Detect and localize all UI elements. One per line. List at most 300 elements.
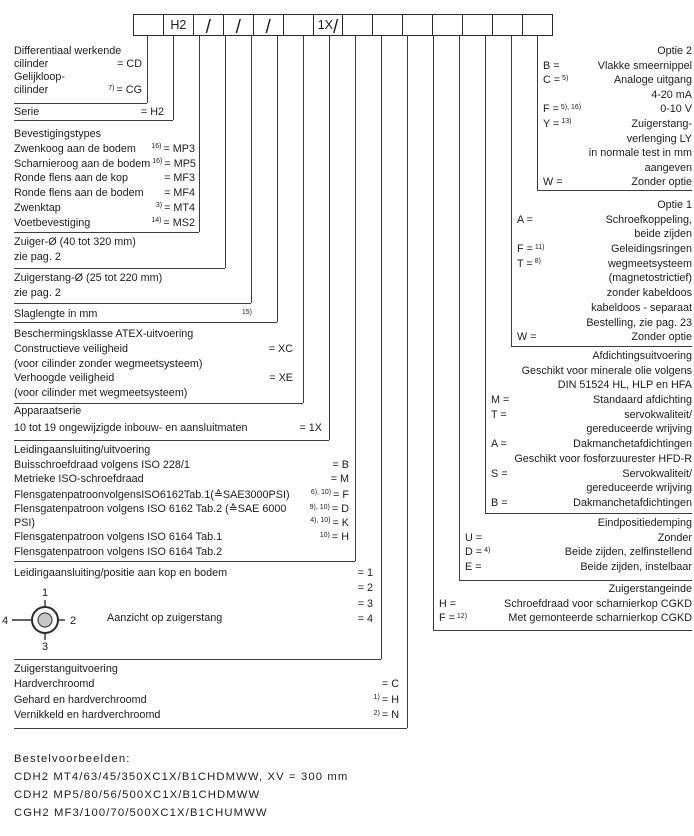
connector-line	[173, 36, 174, 120]
section-row	[14, 343, 293, 358]
section-zuiger-diameter	[14, 236, 214, 265]
row-code: F =	[517, 243, 533, 256]
section-row	[517, 302, 692, 317]
row-label: Gelijkloop-	[14, 71, 66, 83]
section-row	[543, 176, 692, 191]
section-row	[465, 561, 692, 576]
row-code-group	[117, 58, 142, 70]
code-box	[493, 15, 523, 35]
section-rule	[511, 346, 692, 347]
row-code-group	[299, 422, 322, 434]
row-code: = N	[381, 709, 399, 722]
row-label: servokwaliteit/	[624, 408, 692, 421]
row-code: = MT4	[164, 201, 195, 214]
row-code-group	[331, 473, 349, 485]
row-label: Flensgatenpatroon volgens ISO 6164 Tab.2	[14, 545, 223, 558]
section-row	[491, 394, 692, 409]
section-optie-1	[517, 199, 692, 346]
row-label: Schroefdraad voor scharnierkop CGKD	[504, 597, 692, 610]
section-rule	[14, 561, 355, 562]
row-label: Zwenkoog aan de bodem	[14, 142, 136, 155]
section-row	[517, 243, 692, 258]
section-row	[517, 317, 692, 332]
section-zuigerstang-diameter	[14, 272, 234, 301]
row-label: Zuigerstanguitvoering	[14, 663, 118, 675]
slash-separator: /	[333, 17, 339, 38]
connector-line	[433, 36, 434, 630]
section-rule	[14, 659, 381, 660]
row-label: Dakmanchetafdichtingen	[573, 496, 692, 509]
row-code-group	[240, 308, 254, 319]
port-label-right: 2	[70, 615, 77, 627]
row-label: Vernikkeld en hardverchroomd	[14, 709, 161, 722]
row-code: B =	[543, 59, 560, 72]
row-label: Dakmanchetafdichtingen	[573, 438, 692, 451]
row-code: A =	[491, 438, 507, 451]
code-box-value: 1X	[317, 18, 333, 32]
row-label: Hardverchroomd	[14, 678, 95, 691]
row-code: U =	[465, 531, 483, 544]
code-box	[224, 15, 254, 38]
section-row	[14, 272, 234, 287]
section-row	[543, 118, 692, 133]
connector-line	[511, 36, 512, 346]
section-row	[465, 532, 692, 547]
row-label: kabeldoos - separaat	[591, 301, 692, 314]
row-label: PSI)	[14, 516, 35, 529]
row-code-group	[358, 582, 373, 594]
connector-line	[485, 36, 486, 513]
row-code-group	[318, 531, 349, 543]
row-code: = MP3	[163, 142, 195, 155]
row-label: zonder kabeldoos	[606, 287, 692, 300]
row-label: Servokwaliteit/	[622, 467, 692, 480]
row-footnote: 8)	[534, 258, 541, 266]
section-rule	[14, 728, 407, 729]
section-leidingaansluiting-uitvoering	[14, 444, 349, 560]
row-footnote: 4), 10)	[310, 517, 331, 524]
row-label: in normale test in mm	[588, 147, 692, 160]
row-label: DIN 51524 HL, HLP en HFA	[557, 379, 692, 392]
port-label-top: 1	[41, 587, 49, 599]
section-row	[14, 531, 349, 546]
section-row	[14, 405, 322, 422]
row-code: = F	[333, 488, 349, 501]
section-afdichtingsuitvoering	[491, 350, 692, 512]
row-footnote: 16)	[152, 158, 163, 166]
row-label: gereduceerde wrijving	[586, 482, 692, 495]
row-label: Voetbevestiging	[14, 216, 91, 229]
section-optie-2	[543, 45, 692, 191]
row-label: Schroefkoppeling,	[605, 213, 692, 226]
row-code: = C	[381, 678, 399, 691]
row-label: cilinder	[14, 58, 49, 70]
row-code: = K	[332, 516, 349, 529]
row-label: (voor cilinder met wegmeetsysteem)	[14, 387, 188, 400]
connector-line	[199, 36, 200, 232]
section-rule	[14, 440, 329, 441]
row-footnote: 10)	[319, 531, 330, 539]
section-row	[14, 187, 195, 202]
code-box	[254, 15, 284, 38]
row-code-group	[308, 503, 349, 515]
section-row	[14, 459, 349, 474]
section-row	[14, 422, 322, 439]
row-label: 0-10 V	[660, 103, 692, 116]
row-label: zie pag. 2	[14, 250, 61, 263]
section-row	[439, 612, 692, 627]
row-footnote: 5)	[562, 74, 569, 82]
connector-line	[303, 36, 304, 403]
section-row	[14, 236, 214, 251]
row-code: C =	[543, 74, 561, 87]
row-code: = MP5	[164, 157, 196, 170]
section-row	[491, 423, 692, 438]
row-code: = 3	[357, 597, 373, 610]
order-examples-title: Bestelvoorbeelden:	[14, 753, 131, 765]
row-code: = M	[330, 473, 349, 485]
row-code: Y =	[543, 117, 560, 130]
row-label: (voor cilinder zonder wegmeetsysteem)	[14, 357, 203, 370]
section-row	[14, 71, 142, 84]
rod-inner-circle	[38, 613, 52, 627]
code-box	[463, 15, 493, 35]
row-code: W =	[543, 176, 563, 189]
section-row	[517, 199, 692, 214]
section-row	[517, 258, 692, 273]
row-label: Buisschroefdraad volgens ISO 228/1	[14, 458, 190, 471]
section-row	[465, 546, 692, 561]
row-code-group	[106, 84, 142, 96]
row-label: Flensgatenpatroon volgens ISO 6164 Tab.1	[14, 531, 223, 543]
row-label: Leidingaansluiting/uitvoering	[14, 444, 151, 456]
row-label: 4-20 mA	[651, 88, 692, 101]
section-row	[491, 350, 692, 365]
row-code: W =	[517, 331, 537, 344]
port-label-left: 4	[2, 615, 9, 627]
slash-separator: /	[205, 17, 211, 38]
code-box	[194, 15, 224, 38]
section-row	[14, 372, 293, 387]
row-label: Zuigerstangeinde	[608, 583, 692, 595]
section-rule	[14, 268, 225, 269]
connector-line	[225, 36, 226, 268]
row-code: = XC	[268, 342, 293, 355]
slash-separator: /	[235, 17, 241, 38]
row-code: = D	[331, 503, 349, 515]
row-label: Constructieve veiligheid	[14, 342, 129, 355]
row-code-group	[358, 567, 373, 579]
code-box	[373, 15, 403, 35]
section-row	[517, 272, 692, 287]
row-label: Leidingaansluiting/positie aan kop en bodem	[14, 567, 228, 579]
row-footnote: 2)	[373, 709, 380, 717]
section-row	[14, 663, 399, 678]
section-rule	[14, 120, 173, 121]
row-code-group	[149, 217, 195, 229]
row-label: Bevestigingstypes	[14, 128, 102, 140]
section-rule	[485, 513, 692, 514]
row-label: Bestelling, zie pag. 23	[586, 316, 692, 329]
row-code: M =	[491, 394, 510, 407]
row-label: zie pag. 2	[14, 286, 61, 299]
connector-line	[329, 36, 330, 440]
section-row	[491, 409, 692, 424]
row-label: Met gemonteerde scharnierkop CGKD	[508, 612, 692, 625]
row-label: Optie 1	[657, 199, 692, 211]
row-label: Zonder optie	[631, 331, 692, 344]
section-row	[14, 328, 293, 343]
section-rule	[14, 403, 303, 404]
row-label: Zuigerstang-	[631, 117, 692, 130]
row-footnote: 16)	[151, 143, 162, 151]
row-code-group	[150, 158, 196, 170]
section-row	[14, 106, 164, 120]
connector-line	[537, 36, 538, 190]
section-eindpositiedemping	[465, 517, 692, 575]
section-row	[517, 331, 692, 346]
row-code-group	[308, 517, 349, 529]
order-example: CGH2 MF3/100/70/500XC1X/B1CHUMWW	[14, 807, 268, 819]
order-example: CDH2 MT4/63/45/350XC1X/B1CHDMWW, XV = 300 mm	[14, 771, 349, 783]
section-row	[543, 162, 692, 177]
section-row	[543, 103, 692, 118]
section-zuigerstangeinde	[439, 583, 692, 627]
section-row	[465, 517, 692, 532]
row-code: = H	[331, 531, 349, 543]
section-row	[543, 147, 692, 162]
row-code: H =	[439, 597, 457, 610]
row-footnote: 7)	[108, 84, 115, 92]
order-example: CDH2 MP5/80/56/500XC1X/B1CHDMWW	[14, 789, 261, 801]
code-box: H2	[164, 15, 194, 35]
row-code-group	[164, 172, 195, 184]
row-footnote: 14)	[151, 217, 162, 225]
row-code-group	[164, 187, 195, 199]
code-box	[403, 15, 433, 35]
row-label: (magnetostrictief)	[608, 272, 692, 285]
port-label-bottom: 3	[41, 641, 49, 653]
row-code: = MF4	[164, 187, 195, 200]
section-row	[14, 217, 195, 232]
row-code: D =	[465, 546, 483, 559]
row-label: Ronde flens aan de kop	[14, 172, 129, 185]
row-code: = MS2	[163, 216, 195, 229]
section-row	[14, 358, 293, 373]
row-label: Verhoogde veiligheid	[14, 372, 115, 385]
row-code-group	[269, 343, 293, 355]
section-rule	[14, 103, 147, 104]
section-row	[14, 143, 195, 158]
row-code-group	[269, 372, 293, 384]
row-label: Zonder optie	[631, 176, 692, 189]
row-label: Geschikt voor fosforzuurester HFD-R	[514, 452, 692, 465]
row-label: Apparaatserie	[14, 405, 82, 417]
row-footnote: 3)	[155, 202, 163, 210]
row-label: Serie	[14, 106, 40, 118]
section-row	[14, 444, 349, 459]
section-bevestigingstypes	[14, 128, 195, 232]
row-label: Zuiger-Ø (40 tot 320 mm)	[14, 236, 136, 248]
row-code: S =	[491, 467, 508, 480]
section-slaglengte	[14, 308, 254, 323]
section-cilinder-type	[14, 45, 142, 97]
row-label: beide zijden	[634, 228, 692, 241]
section-row	[14, 251, 214, 266]
row-label: aangeven	[644, 161, 692, 174]
section-serie	[14, 106, 164, 120]
row-code-group	[358, 613, 373, 625]
section-row	[14, 473, 349, 488]
section-rule	[14, 232, 199, 233]
row-label: FlensgatenpatroonvolgensISO6162Tab.1(≙SAE3000PSI)	[14, 488, 290, 501]
section-rule	[14, 303, 251, 304]
section-rule	[433, 630, 692, 631]
row-footnote: 11)	[534, 243, 545, 251]
row-footnote: 1)	[373, 694, 380, 702]
section-apparaatserie	[14, 405, 322, 439]
row-footnote: 13)	[561, 118, 572, 126]
row-code: F =	[543, 103, 559, 116]
code-box	[433, 15, 463, 35]
row-label: wegmeetsysteem	[607, 257, 692, 270]
row-code-group	[382, 678, 399, 690]
row-label: Flensgatenpatroon volgens ISO 6162 Tab.2 (≙SAE 6000	[14, 503, 287, 515]
row-label: verlenging LY	[626, 132, 692, 145]
row-footnote: 15)	[241, 308, 252, 316]
row-label: Geschikt voor minerale olie volgens	[521, 364, 692, 377]
row-code: = 1X	[299, 422, 322, 434]
section-row	[543, 133, 692, 148]
row-label: gereduceerde wrijving	[586, 423, 692, 436]
row-label: Standaard afdichting	[592, 394, 692, 407]
row-code-group	[332, 459, 349, 471]
section-row	[439, 583, 692, 598]
connector-line	[407, 36, 408, 728]
section-row	[14, 308, 254, 323]
row-code: = MF3	[164, 172, 195, 185]
row-label: Zonder	[657, 531, 692, 544]
row-code-group	[141, 106, 164, 118]
row-label: Zwenktap	[14, 201, 61, 214]
section-row	[491, 379, 692, 394]
row-code: = 2	[357, 582, 373, 595]
row-label: Ronde flens aan de bodem	[14, 187, 144, 200]
row-code-group	[309, 489, 349, 501]
section-row	[543, 74, 692, 89]
section-row	[14, 488, 349, 503]
slash-separator: /	[265, 17, 271, 38]
row-label: Differentiaal werkende	[14, 45, 122, 57]
row-code: = 4	[357, 613, 373, 626]
section-row	[491, 438, 692, 453]
row-code: = XE	[269, 372, 293, 385]
row-code: B =	[491, 496, 508, 509]
section-rule	[459, 580, 692, 581]
code-box	[314, 15, 344, 38]
section-row	[14, 502, 349, 517]
code-box	[134, 15, 164, 35]
row-footnote: 6), 10)	[310, 489, 332, 496]
row-label: 10 tot 19 ongewijzigde inbouw- en aansluitmaten	[14, 422, 248, 434]
section-row	[14, 517, 349, 532]
section-row	[14, 287, 234, 302]
connector-line	[147, 36, 148, 103]
section-zuigerstanguitvoering	[14, 663, 399, 725]
row-label: Vlakke smeernippel	[597, 59, 692, 72]
row-code: A =	[517, 213, 533, 226]
row-footnote: 9), 10)	[309, 503, 330, 511]
connector-line	[277, 36, 278, 322]
order-code-boxes	[133, 14, 553, 36]
section-row	[14, 58, 142, 71]
section-row	[491, 497, 692, 512]
section-row	[14, 694, 399, 709]
row-code: = CG	[116, 84, 142, 96]
code-box	[284, 15, 314, 35]
section-row	[14, 202, 195, 217]
row-label: Eindpositiedemping	[597, 517, 692, 529]
row-label: Optie 2	[657, 45, 692, 57]
section-row	[14, 128, 195, 143]
row-code-group	[372, 694, 399, 706]
row-label: Afdichtingsuitvoering	[592, 350, 692, 362]
section-row	[14, 546, 349, 561]
row-footnote: 12)	[456, 612, 468, 620]
section-row	[491, 365, 692, 380]
section-row	[14, 709, 399, 724]
row-label: cilinder	[14, 84, 49, 96]
diagram-caption: Aanzicht op zuigerstang	[107, 612, 223, 624]
section-row	[543, 89, 692, 104]
row-code-group	[149, 143, 195, 155]
piston-rod-view-diagram	[0, 584, 100, 654]
section-row	[14, 172, 195, 187]
section-row	[517, 228, 692, 243]
row-code: = 1	[357, 567, 373, 579]
section-row	[543, 60, 692, 75]
section-row	[14, 84, 142, 97]
row-code-group	[154, 202, 195, 214]
row-code: = H	[381, 693, 399, 706]
section-row	[491, 482, 692, 497]
section-row	[14, 158, 195, 173]
row-label: Analoge uitgang	[613, 74, 692, 87]
section-row	[491, 468, 692, 483]
section-row	[439, 598, 692, 613]
row-code: T =	[491, 408, 507, 421]
section-row	[543, 45, 692, 60]
row-code: E =	[465, 560, 482, 573]
section-row	[14, 387, 293, 402]
row-label: Geleidingsringen	[610, 243, 692, 256]
row-label: Metrieke ISO-schroefdraad	[14, 473, 144, 485]
row-label: Zuigerstang-Ø (25 tot 220 mm)	[14, 272, 163, 284]
row-label: Beschermingsklasse ATEX-uitvoering	[14, 328, 194, 340]
row-code: = B	[332, 458, 349, 471]
order-examples	[14, 753, 348, 825]
row-code-group	[372, 709, 399, 721]
row-footnote: 4)	[484, 546, 491, 554]
connector-line	[251, 36, 252, 303]
row-label: Beide zijden, zelfinstellend	[564, 546, 692, 559]
section-atex	[14, 328, 293, 402]
code-box	[343, 15, 373, 35]
section-row	[517, 214, 692, 229]
row-code: T =	[517, 257, 533, 270]
row-code: F =	[439, 612, 455, 625]
code-box	[523, 15, 552, 35]
